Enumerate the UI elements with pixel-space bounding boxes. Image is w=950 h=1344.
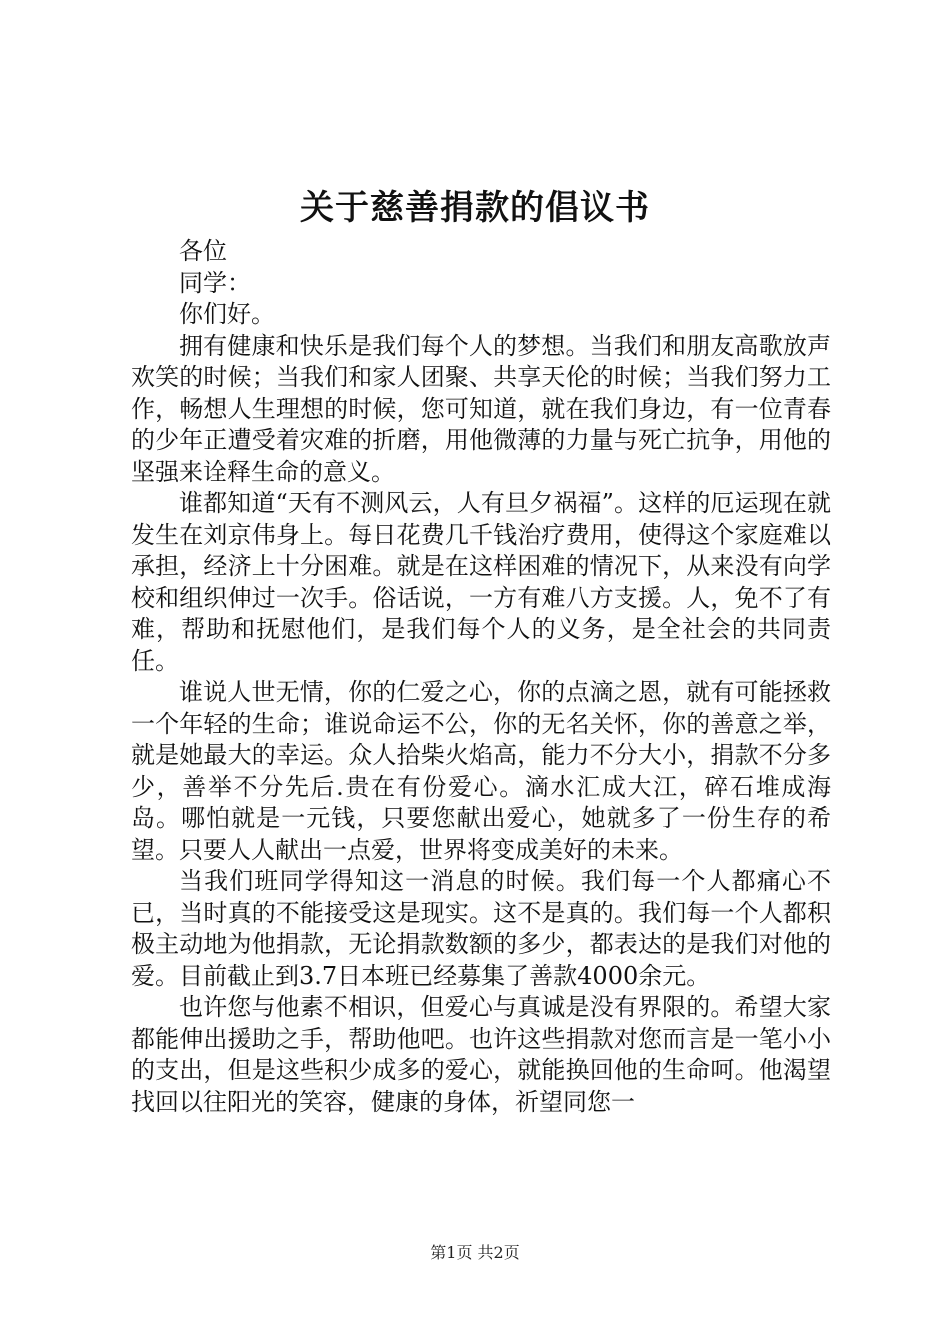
paragraph-5: 也许您与他素不相识，但爱心与真诚是没有界限的。希望大家都能伸出援助之手，帮助他吧。也许这些捐款对您而言是一笔小小的支出，但是这些积少成多的爱心，就能换回他的生命呵。他渴望找回以往阳光的笑容，健康的身体，祈望同您一 <box>131 993 831 1116</box>
salutation-line-2: 同学： <box>179 268 251 297</box>
paragraph-2: 谁都知道“天有不测风云，人有旦夕祸福”。这样的厄运现在就发生在刘京伟身上。每日花费几千钱治疗费用，使得这个家庭难以承担，经济上十分困难。就是在这样困难的情况下，从来没有向学校和组织伸过一次手。俗话说，一方有难八方支援。人，免不了有难，帮助和抚慰他们，是我们每个人的义务，是全社会的共同责任。 <box>131 489 831 675</box>
document-title: 关于慈善捐款的倡议书 <box>300 188 650 228</box>
paragraph-4: 当我们班同学得知这一消息的时候。我们每一个人都痛心不已，当时真的不能接受这是现实。这不是真的。我们每一个人都积极主动地为他捐款，无论捐款数额的多少，都表达的是我们对他的爱。目前截止到3.7日本班已经募集了善款4000余元。 <box>131 867 831 990</box>
paragraph-3: 谁说人世无情，你的仁爱之心，你的点滴之恩，就有可能拯救一个年轻的生命；谁说命运不公，你的无名关怀，你的善意之举，就是她最大的幸运。众人拾柴火焰高，能力不分大小，捐款不分多少，善举不分先后.贵在有份爱心。滴水汇成大江，碎石堆成海岛。哪怕就是一元钱，只要您献出爱心，她就多了一份生存的希望。只要人人献出一点爱，世界将变成美好的未来。 <box>131 678 831 864</box>
document-body <box>131 236 831 1118</box>
greeting: 你们好。 <box>179 300 275 328</box>
page-number: 第1页 共2页 <box>430 1243 520 1262</box>
paragraph-1: 拥有健康和快乐是我们每个人的梦想。当我们和朋友高歌放声欢笑的时候；当我们和家人团聚、共享天伦的时候；当我们努力工作，畅想人生理想的时候，您可知道，就在我们身边，有一位青春的少年正遭受着灾难的折磨，用他微薄的力量与死亡抗争，用他的坚强来诠释生命的意义。 <box>131 331 831 486</box>
salutation-line-1: 各位 <box>179 237 227 265</box>
